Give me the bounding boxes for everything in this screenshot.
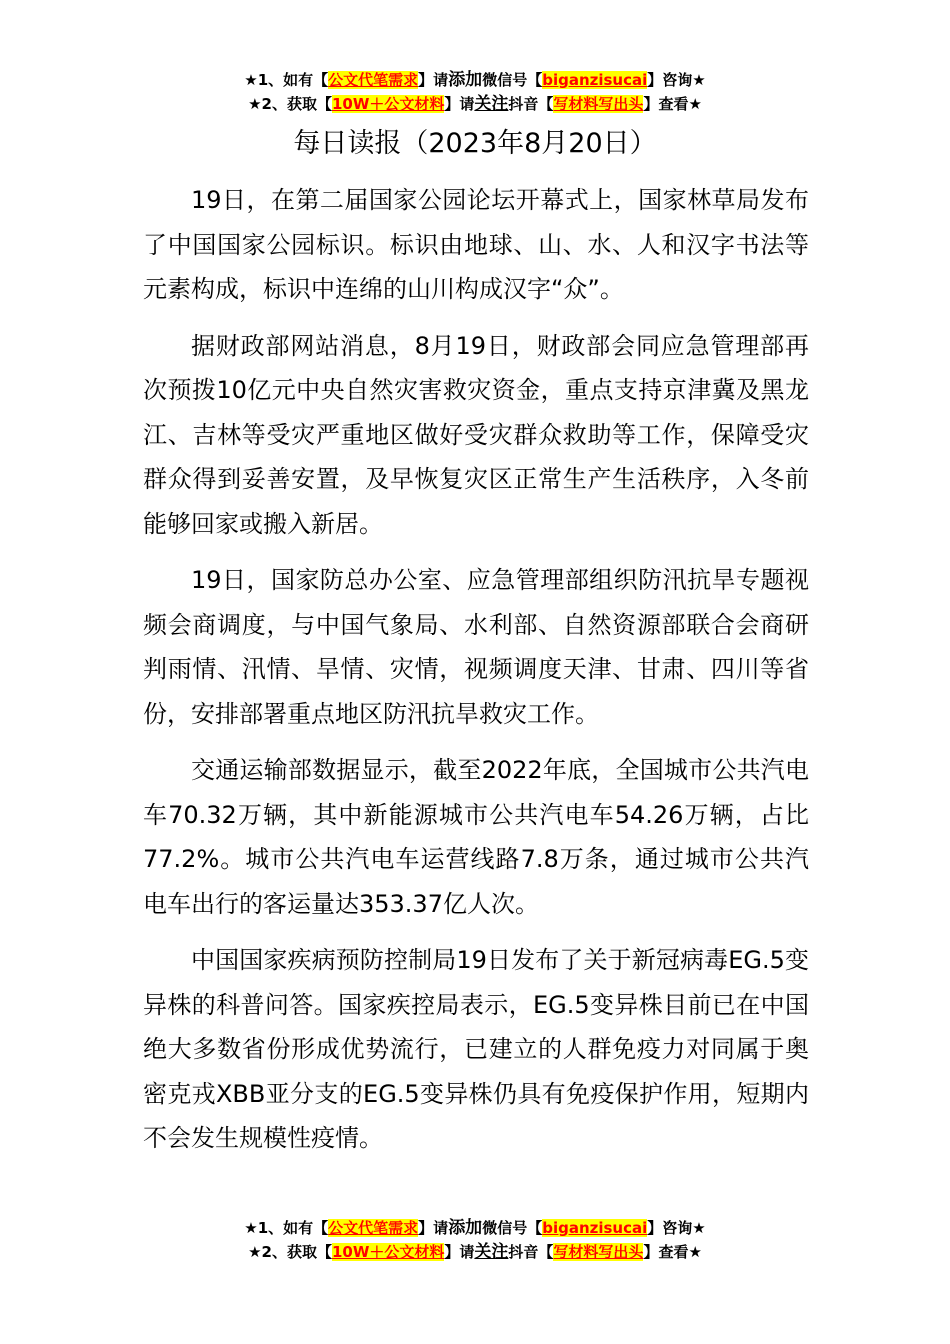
paragraph-disaster-relief-funds: 据财政部网站消息，8月19日，财政部会同应急管理部再次预拨10亿元中央自然灾害救灾资金，重点支持京津冀及黑龙江、吉林等受灾严重地区做好受灾群众救助等工作，保障受灾群众得到妥善安置，及早恢复灾区正常生产生活秩序，入冬前能够回家或搬入新居。 (143, 331, 809, 538)
highlight-wechat-id: biganzisucai (542, 71, 648, 89)
promo-line-1 (0, 1216, 950, 1240)
promo-line-2 (0, 1240, 950, 1264)
promo-text: 】查看 (643, 95, 689, 113)
promo-text: 】咨询 (647, 71, 693, 89)
emphasis-text: 添加 (448, 70, 483, 90)
star-icon: ★ (688, 95, 702, 113)
promo-text: 2、获取【 (261, 1243, 332, 1261)
promo-line-2 (0, 92, 950, 116)
highlight-service: 公文代笔需求 (328, 1219, 419, 1237)
star-icon: ★ (248, 95, 262, 113)
promo-text: 抖音【 (508, 1243, 554, 1261)
article-body (143, 178, 809, 1173)
star-icon: ★ (692, 71, 706, 89)
promo-text: 】请 (418, 1219, 449, 1237)
highlight-douyin-account: 写材料写出头 (553, 95, 644, 113)
promo-text: 抖音【 (508, 95, 554, 113)
top-promo-banner (0, 68, 950, 116)
paragraph-eg5-variant: 中国国家疾病预防控制局19日发布了关于新冠病毒EG.5变异株的科普问答。国家疾控局表示，EG.5变异株目前已在中国绝大多数省份形成优势流行，已建立的人群免疫力对同属于奥密克戎XBB亚分支的EG.5变异株仍具有免疫保护作用，短期内不会发生规模性疫情。 (143, 946, 809, 1152)
star-icon: ★ (248, 1243, 262, 1261)
highlight-douyin-account: 写材料写出头 (553, 1243, 644, 1261)
paragraph-flood-control: 19日，国家防总办公室、应急管理部组织防汛抗旱专题视频会商调度，与中国气象局、水利部、自然资源部联合会商研判雨情、汛情、旱情、灾情，视频调度天津、甘肃、四川等省份，安排部署重点地区防汛抗旱救灾工作。 (143, 566, 809, 728)
promo-text: 】咨询 (647, 1219, 693, 1237)
emphasis-text: 关注 (474, 1242, 509, 1262)
paragraph-national-park-logo: 19日，在第二届国家公园论坛开幕式上，国家林草局发布了中国国家公园标识。标识由地球、山、水、人和汉字书法等元素构成，标识中连绵的山川构成汉字“众”。 (143, 186, 809, 303)
promo-line-1 (0, 68, 950, 92)
page-title: 每日读报（2023年8月20日） (293, 128, 657, 159)
emphasis-text: 添加 (448, 1218, 483, 1238)
star-icon: ★ (244, 1219, 258, 1237)
promo-text: 】请 (418, 71, 449, 89)
highlight-service: 公文代笔需求 (328, 71, 419, 89)
promo-text: 】查看 (643, 1243, 689, 1261)
promo-text: 微信号【 (482, 1219, 543, 1237)
promo-text: 1、如有【 (257, 71, 329, 89)
highlight-materials: 10W＋公文材料 (331, 95, 445, 113)
promo-text: 】请 (444, 1243, 475, 1261)
paragraph-public-transport: 交通运输部数据显示，截至2022年底，全国城市公共汽电车70.32万辆，其中新能源城市公共汽电车54.26万辆，占比77.2%。城市公共汽电车运营线路7.8万条，通过城市公共汽电车出行的客运量达353.37亿人次。 (143, 756, 809, 918)
star-icon: ★ (688, 1243, 702, 1261)
star-icon: ★ (244, 71, 258, 89)
promo-text: 2、获取【 (261, 95, 332, 113)
highlight-materials: 10W＋公文材料 (331, 1243, 445, 1261)
promo-text: 】请 (444, 95, 475, 113)
highlight-wechat-id: biganzisucai (542, 1219, 648, 1237)
bottom-promo-banner (0, 1216, 950, 1264)
star-icon: ★ (692, 1219, 706, 1237)
emphasis-text: 关注 (474, 94, 509, 114)
promo-text: 1、如有【 (257, 1219, 329, 1237)
promo-text: 微信号【 (482, 71, 543, 89)
